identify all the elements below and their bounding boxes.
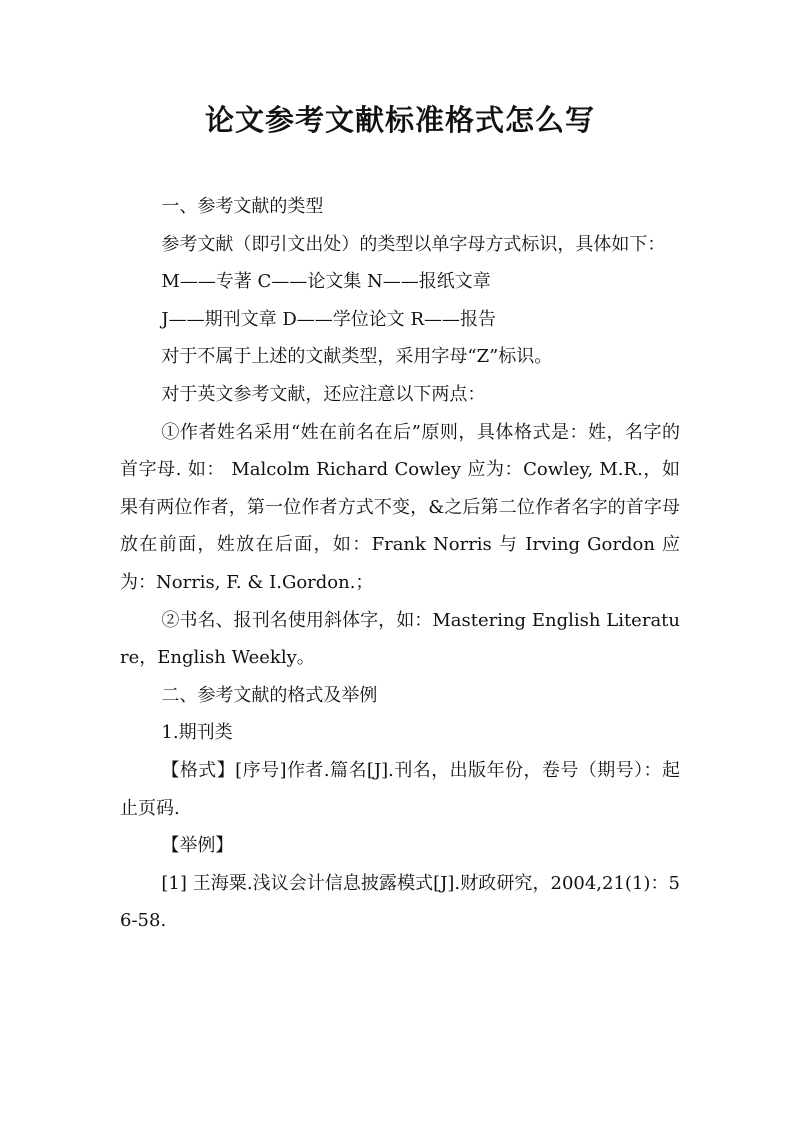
paragraph-italic-titles: ②书名、报刊名使用斜体字，如：Mastering English Literature，English Weekly。: [120, 609, 680, 669]
document-body: [120, 188, 680, 940]
paragraph-type-z: 对于不属于上述的文献类型，采用字母“Z”标识。: [161, 346, 553, 368]
paragraph-type-codes-1: M——专著 C——论文集 N——报纸文章: [161, 271, 491, 293]
paragraph-example-label: 【举例】: [161, 835, 234, 857]
subheading-journals: 1.期刊类: [161, 722, 233, 744]
section-heading-formats: 二、参考文献的格式及举例: [161, 684, 378, 706]
paragraph-example-1: [1] 王海粟.浅议会计信息披露模式[J].财政研究，2004,21(1)：56-58.: [120, 872, 680, 932]
paragraph-format-rule: 【格式】[序号]作者.篇名[J].刊名，出版年份，卷号（期号）：起止页码.: [120, 759, 680, 819]
paragraph-english-notes: 对于英文参考文献，还应注意以下两点：: [161, 383, 486, 405]
document-title: 论文参考文献标准格式怎么写: [204, 103, 595, 137]
section-heading-types: 一、参考文献的类型: [161, 196, 324, 217]
paragraph-author-names: ①作者姓名采用“姓在前名在后”原则，具体格式是：姓，名字的首字母. 如： Malcolm Richard Cowley 应为：Cowley, M.R.，如果有两位作者，第一位作者方式不变，&之后第二位作者名字的首字母放在前面，姓放在后面，如：Frank Norris 与 Irving Gordon 应为：Norris, F. & I.Gordon.；: [120, 421, 680, 593]
paragraph-type-codes-2: J——期刊文章 D——学位论文 R——报告: [161, 308, 497, 330]
paragraph-types-intro: 参考文献（即引文出处）的类型以单字母方式标识，具体如下：: [161, 233, 666, 255]
